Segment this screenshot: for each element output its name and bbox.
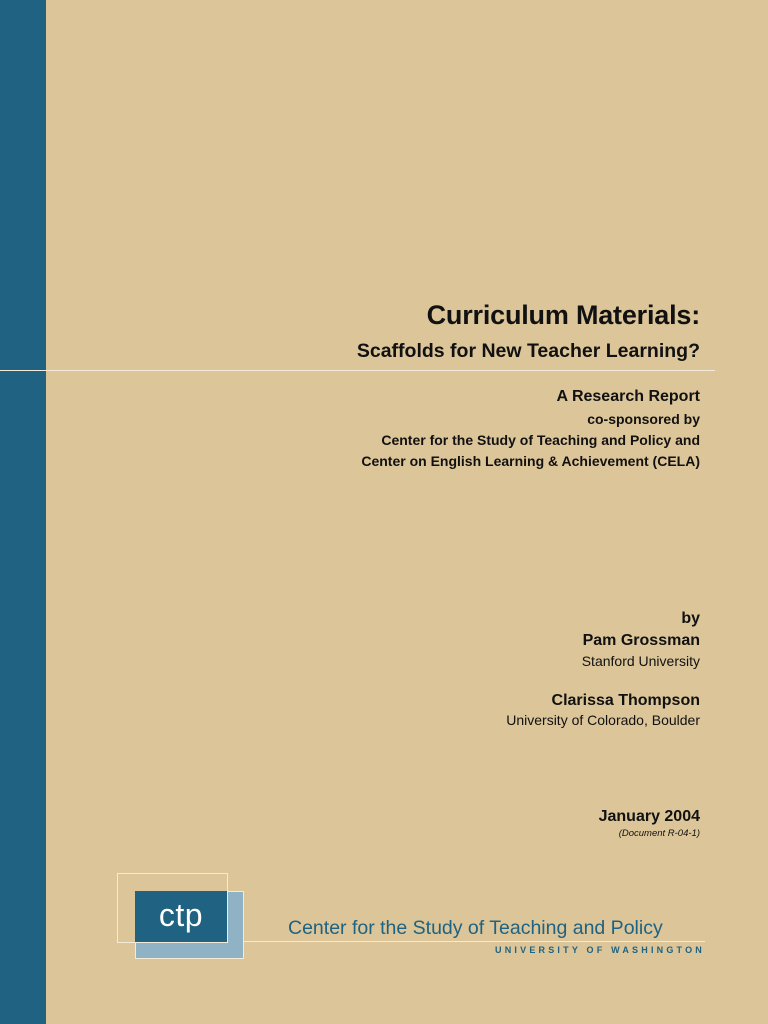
publication-date: January 2004	[598, 808, 700, 825]
document-id: (Document R-04-1)	[618, 828, 700, 839]
report-type: A Research Report	[556, 388, 700, 405]
by-label: by	[681, 610, 700, 627]
author-affiliation: University of Colorado, Boulder	[506, 712, 700, 728]
author-name: Pam Grossman	[582, 632, 700, 649]
sponsor-name-2: Center on English Learning & Achievement (CELA)	[361, 453, 700, 469]
university-name: UNIVERSITY OF WASHINGTON	[495, 945, 705, 955]
author-affiliation: Stanford University	[581, 653, 700, 669]
organization-divider	[244, 941, 705, 942]
sponsor-name-1: Center for the Study of Teaching and Policy and	[381, 432, 700, 448]
cover-spine	[0, 0, 46, 1024]
title-divider	[0, 370, 715, 371]
sponsor-intro: co-sponsored by	[587, 411, 700, 427]
author-name: Clarissa Thompson	[551, 692, 700, 709]
report-title: Curriculum Materials:	[426, 300, 700, 330]
ctp-logo-text: ctp	[158, 897, 204, 933]
report-subtitle: Scaffolds for New Teacher Learning?	[356, 340, 700, 362]
organization-name: Center for the Study of Teaching and Policy	[288, 917, 663, 939]
